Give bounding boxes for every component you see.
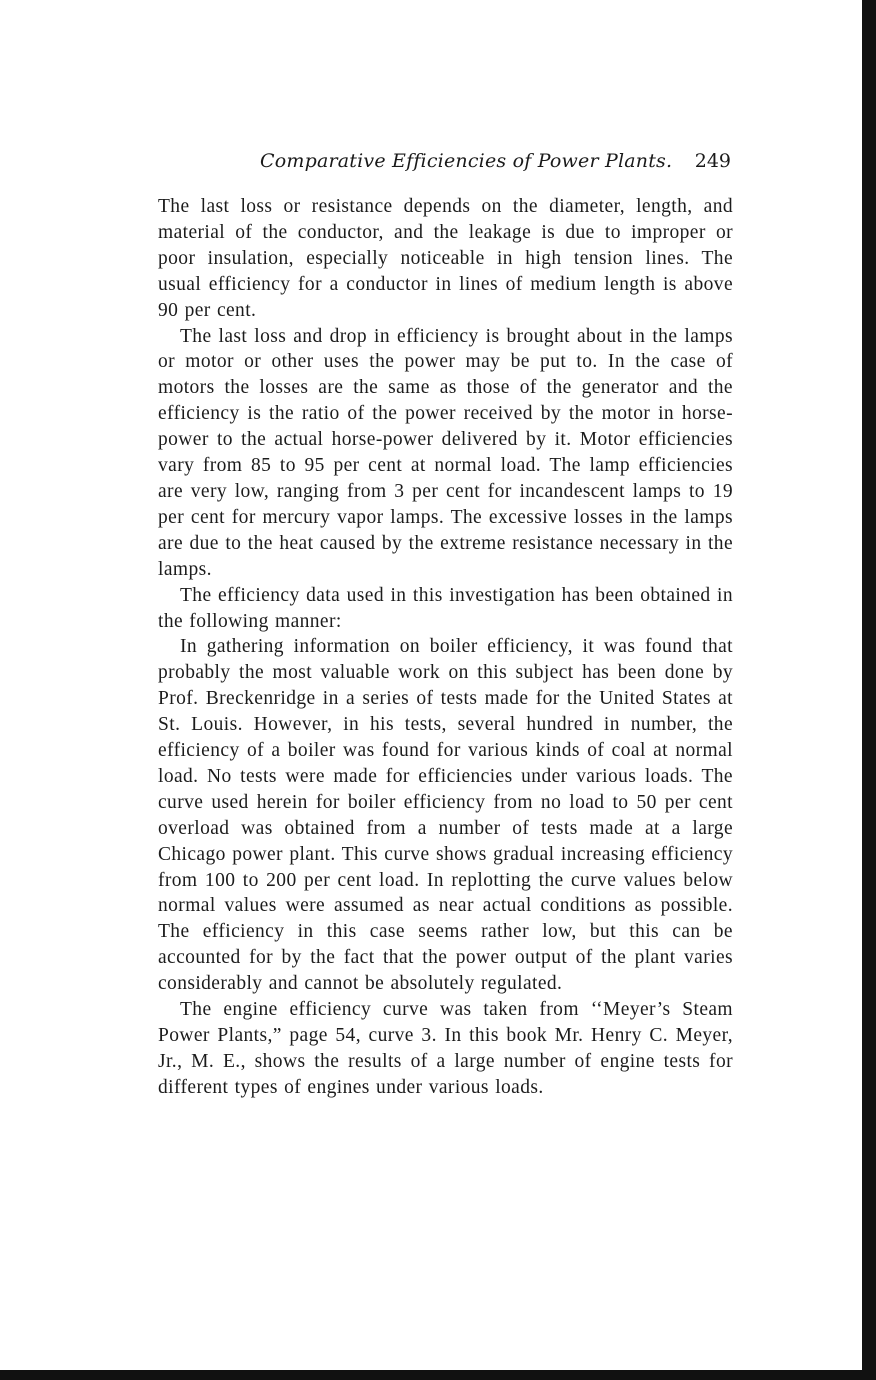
paragraph-lamp-motor-loss: The last loss and drop in efficiency is brought about in the lamps or motor or other uses the power may be put to. In the case of motors the losses are the same as those of the generator and the efficiency is the ratio of the power received by the motor in horse-power to the actual horse-power delivered by it. Motor efficiencies vary from 85 to 95 per cent at normal load. The lamp efficiencies are very low, ranging from 3 per cent for incandescent lamps to 19 per cent for mercury vapor lamps. The excessive losses in the lamps are due to the heat caused by the extreme resistance necessary in the lamps.: [158, 325, 733, 580]
paragraph-boiler-efficiency: In gathering information on boiler efficiency, it was found that probably the most valuable work on this subject has been done by Prof. Breckenridge in a series of tests made for the United States at St. Louis. However, in his tests, several hundred in number, the efficiency of a boiler was found for various kinds of coal at normal load. No tests were made for efficiencies under various loads. The curve used herein for boiler efficiency from no load to 50 per cent overload was obtained from a number of tests made at a large Chicago power plant. This curve shows gradual increasing efficiency from 100 to 200 per cent load. In replotting the curve values below normal values were assumed as near actual conditions as possible. The efficiency in this case seems rather low, but this can be accounted for by the fact that the power output of the plant varies considerably and cannot be absolutely regulated.: [158, 636, 733, 995]
page-number: 249: [694, 150, 731, 172]
paragraph-data-intro: The efficiency data used in this investigation has been obtained in the following manner:: [158, 584, 733, 632]
paragraph-engine-efficiency: The engine efficiency curve was taken from ‘‘Meyer’s Steam Power Plants,” page 54, curve 3. In this book Mr. Henry C. Meyer, Jr., M. E., shows the results of a large number of engine tests for different types of engines under various loads.: [158, 999, 733, 1098]
scan-border-bottom: [0, 1370, 876, 1380]
body-text: [158, 194, 733, 1101]
running-title: Comparative Efficiencies of Power Plants.: [260, 150, 673, 172]
paragraph-conductor-loss: The last loss or resistance depends on the diameter, length, and material of the conductor, and the leakage is due to improper or poor insulation, especially noticeable in high tension lines. The usual efficiency for a conductor in lines of medium length is above 90 per cent.: [158, 196, 733, 321]
scan-border-right: [862, 0, 876, 1380]
page-header: [158, 150, 733, 180]
